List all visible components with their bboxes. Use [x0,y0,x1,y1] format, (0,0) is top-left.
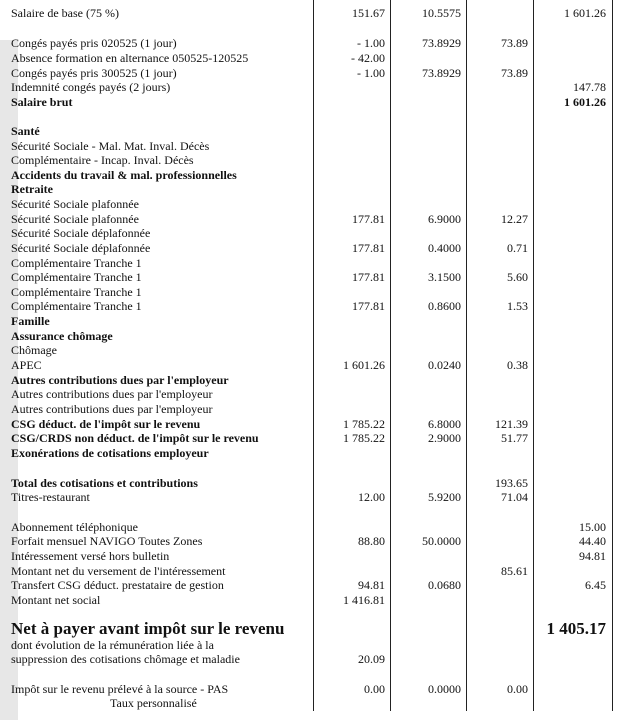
table-row [0,417,619,431]
deduction-value: 0.38 [507,358,528,372]
row-label: Autres contributions dues par l'employeur [11,387,213,401]
row-label: Total des cotisations et contributions [11,476,198,490]
row-label: CSG déduct. de l'impôt sur le revenu [11,417,201,431]
row-label: Congés payés pris 020525 (1 jour) [11,36,177,50]
gain-value: 6.45 [585,578,606,592]
table-row [0,36,619,50]
base-value: 94.81 [358,578,385,592]
gain-value: 1 601.26 [564,6,606,20]
row-label: Sécurité Sociale déplafonnée [11,241,151,255]
row-label: Chômage [11,343,57,357]
table-row [0,520,619,534]
table-row [0,373,619,387]
table-row [0,241,619,255]
gain-value: 44.40 [579,534,606,548]
base-value: 1 601.26 [343,358,385,372]
base-value: - 1.00 [357,36,385,50]
base-value: 88.80 [358,534,385,548]
base-value: 1 416.81 [343,593,385,607]
row-label: Absence formation en alternance 050525-120525 [11,51,249,65]
table-row [0,212,619,226]
table-row [0,66,619,80]
rate-value: 0.0240 [428,358,461,372]
rate-value: 0.8600 [428,299,461,313]
base-value: 20.09 [358,652,385,666]
table-row [0,593,619,607]
deduction-value: 51.77 [501,431,528,445]
base-value: 177.81 [352,270,385,284]
row-label: Montant net du versement de l'intéressement [11,564,226,578]
table-row [0,476,619,490]
row-label: Complémentaire Tranche 1 [11,299,142,313]
deduction-value: 121.39 [495,417,528,431]
deduction-value: 85.61 [501,564,528,578]
table-row [0,80,619,94]
table-row [0,314,619,328]
base-value: 1 785.22 [343,431,385,445]
row-label: Salaire brut [11,95,73,109]
row-label: Famille [11,314,50,328]
row-label: Congés payés pris 300525 (1 jour) [11,66,177,80]
row-label: Sécurité Sociale - Mal. Mat. Inval. Décès [11,139,210,153]
row-label: Complémentaire Tranche 1 [11,285,142,299]
row-label: APEC [11,358,42,372]
rate-value: 73.8929 [422,36,461,50]
base-value: 177.81 [352,299,385,313]
base-value: - 1.00 [357,66,385,80]
rate-value: 50.0000 [422,534,461,548]
row-label: Exonérations de cotisations employeur [11,446,209,460]
row-label: Net à payer avant impôt sur le revenu [11,619,285,638]
table-row [0,270,619,284]
row-label: CSG/CRDS non déduct. de l'impôt sur le revenu [11,431,259,445]
row-label: Complémentaire Tranche 1 [11,256,142,270]
table-row [0,6,619,20]
base-value: 177.81 [352,241,385,255]
table-row [0,431,619,445]
table-row [0,534,619,548]
table-row [0,256,619,270]
table-row [0,549,619,563]
table-row [0,490,619,504]
deduction-value: 73.89 [501,36,528,50]
table-row [0,329,619,343]
table-row [0,652,619,666]
rate-value: 73.8929 [422,66,461,80]
table-row [0,182,619,196]
table-row [0,358,619,372]
deduction-value: 1.53 [507,299,528,313]
row-label: Taux personnalisé [110,696,197,710]
deduction-value: 5.60 [507,270,528,284]
table-row [0,619,619,639]
base-value: - 42.00 [351,51,385,65]
table-row [0,343,619,357]
base-value: 177.81 [352,212,385,226]
row-label: Complémentaire Tranche 1 [11,270,142,284]
table-row [0,446,619,460]
row-label: Salaire de base (75 %) [11,6,119,20]
table-row [0,226,619,240]
row-label: Sécurité Sociale plafonnée [11,212,139,226]
row-label: Titres-restaurant [11,490,90,504]
row-label: dont évolution de la rémunération liée à la [11,638,214,652]
base-value: 0.00 [364,682,385,696]
gain-value: 1 405.17 [546,619,606,638]
row-label: Abonnement téléphonique [11,520,138,534]
rate-value: 2.9000 [428,431,461,445]
table-row [0,153,619,167]
deduction-value: 73.89 [501,66,528,80]
deduction-value: 12.27 [501,212,528,226]
row-label: Retraite [11,182,53,196]
table-row [0,124,619,138]
table-row [0,564,619,578]
row-label: suppression des cotisations chômage et maladie [11,652,240,666]
base-value: 12.00 [358,490,385,504]
table-row [0,696,619,710]
table-row [0,387,619,401]
row-label: Autres contributions dues par l'employeur [11,373,229,387]
table-row [0,402,619,416]
deduction-value: 0.00 [507,682,528,696]
row-label: Complémentaire - Incap. Inval. Décès [11,153,194,167]
rate-value: 0.0000 [428,682,461,696]
row-label: Montant net social [11,593,101,607]
row-label: Indemnité congés payés (2 jours) [11,80,171,94]
deduction-value: 193.65 [495,476,528,490]
rate-value: 6.8000 [428,417,461,431]
base-value: 151.67 [352,6,385,20]
row-label: Forfait mensuel NAVIGO Toutes Zones [11,534,203,548]
table-row [0,285,619,299]
table-row [0,299,619,313]
table-row [0,682,619,696]
row-label: Intéressement versé hors bulletin [11,549,170,563]
table-row [0,95,619,109]
table-row [0,51,619,65]
deduction-value: 0.71 [507,241,528,255]
table-row [0,168,619,182]
gain-value: 1 601.26 [564,95,606,109]
gain-value: 94.81 [579,549,606,563]
row-label: Assurance chômage [11,329,113,343]
rate-value: 6.9000 [428,212,461,226]
table-row [0,139,619,153]
rate-value: 0.4000 [428,241,461,255]
gain-value: 15.00 [579,520,606,534]
row-label: Transfert CSG déduct. prestataire de gestion [11,578,224,592]
row-label: Impôt sur le revenu prélevé à la source - PAS [11,682,229,696]
rate-value: 3.1500 [428,270,461,284]
row-label: Accidents du travail & mal. professionnelles [11,168,237,182]
table-row [0,638,619,652]
row-label: Sécurité Sociale déplafonnée [11,226,151,240]
base-value: 1 785.22 [343,417,385,431]
rate-value: 10.5575 [422,6,461,20]
rate-value: 5.9200 [428,490,461,504]
deduction-value: 71.04 [501,490,528,504]
table-row [0,197,619,211]
gain-value: 147.78 [573,80,606,94]
row-label: Sécurité Sociale plafonnée [11,197,139,211]
table-row [0,578,619,592]
rate-value: 0.0680 [428,578,461,592]
row-label: Santé [11,124,40,138]
row-label: Autres contributions dues par l'employeur [11,402,213,416]
